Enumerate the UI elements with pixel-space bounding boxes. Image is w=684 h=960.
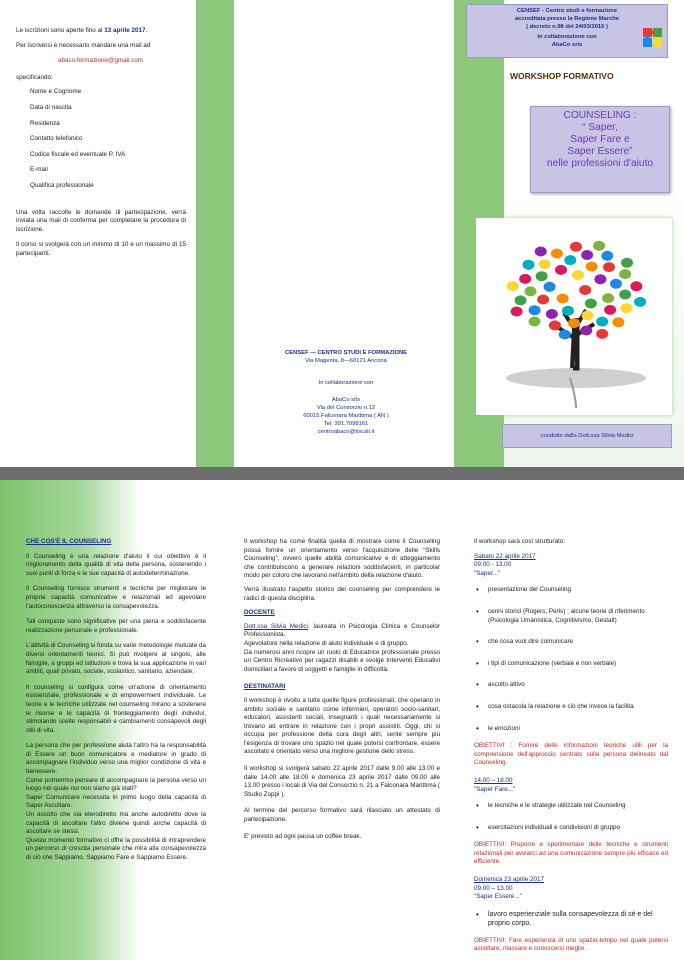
hand-leaf	[523, 260, 535, 270]
hand-leaf	[634, 297, 646, 307]
topic-item: • cenni storici (Rogers, Perls) ; alcune teorie di riferimento (Psicologia Umanistica, Cognitivismo, Gestalt)	[476, 608, 668, 625]
conducted-by-box: condotto dalla Dott.ssa Silvia Medici	[502, 424, 672, 448]
destinatari-heading: DESTINATARI	[244, 683, 286, 691]
hand-leaf	[619, 290, 631, 300]
title-line4: Saper Essere”	[567, 146, 633, 157]
org-contacts	[256, 349, 436, 436]
day1-topics	[474, 586, 668, 733]
partner-mail[interactable]: centroabaco@tiscali.it	[317, 429, 375, 435]
what-is-paragraph: Come potremmo pensare di accompagnare la persona verso un luogo nel quale noi non siamo già stati?	[26, 776, 206, 793]
hand-leaf	[557, 294, 569, 304]
hand-leaf	[519, 274, 531, 284]
hand-leaf	[555, 265, 567, 275]
certificate-text: Al termine del percorso formativo sarà rilasciato un attestato di partecipazione.	[244, 807, 440, 824]
day2-date: Domenica 23 aprile 2017	[474, 876, 545, 884]
what-is-paragraph: Il counseling si configura come un'azione di orientamento esistenziale, professionale e di empowerment individuale. Le teorie e le tecniche utilizzate nel counseling mirano a sostenere le risorse e le capacità di fronteggiamento degli individui, stimolando scelte responsabili e cambiamenti consapevoli degli stili di vita.	[26, 683, 206, 734]
hand-leaf	[594, 274, 606, 284]
hand-leaf	[536, 271, 548, 281]
docente-text	[244, 623, 440, 640]
mail-intro: Per iscriversi è necessario mandare una mail ad	[16, 41, 151, 49]
hand-leaf	[582, 311, 594, 321]
partner-city: 60015 Falconara Marittima ( AN )	[303, 413, 389, 419]
hand-leaf	[596, 317, 608, 327]
org-address: Via Magenta, 8—60121 Ancona	[305, 358, 387, 364]
coffee-break-text: E' previsto ad ogni pausa un coffee break.	[244, 832, 362, 840]
day1-header	[474, 553, 668, 579]
what-is-heading: CHE COS'È IL COUNSELING	[26, 538, 112, 545]
required-field-item: Nome e Cognome	[30, 88, 82, 96]
hand-leaf	[579, 285, 591, 295]
program-intro: Il workshop sarà così strutturato:	[474, 538, 565, 545]
hand-leaf	[585, 299, 597, 309]
column-goals	[244, 538, 440, 846]
required-field-item: Data di nascita	[30, 103, 72, 111]
hand-leaf	[593, 241, 605, 251]
column-what-is-counseling	[26, 538, 206, 863]
hand-leaf	[586, 262, 598, 272]
day2-objectives: OBIETTIVI: Fare esperienza di uno spazio-tempo nel quale potersi ascoltare, rilassare e conoscersi meglio.	[474, 936, 668, 953]
hand-leaf	[570, 242, 582, 252]
hand-leaf	[621, 258, 633, 268]
title-line2: “ Saper,	[582, 122, 618, 133]
specify-label: specificando:	[16, 73, 53, 81]
hand-leaf	[551, 249, 563, 259]
what-is-paragraphs	[26, 553, 206, 863]
schedule-text: Il workshop si svolgerà sabato 22 aprile 2017 dalle 9.00 alle 13.00 e dalle 14.00 alle 18.00 e domenica 23 aprile 2017 dalle 09.00 alle 13.00 presso i locali di Via del Consorzio n. 21 a Falconara Marittima ( Studio Zoppi ).	[244, 765, 440, 798]
partner-name: AbaCo srls	[331, 397, 361, 403]
org-title: CENSEF — CENTRO STUDI E FORMAZIONE	[284, 350, 408, 356]
hand-leaf	[610, 279, 622, 289]
day1b-title: "Saper Fare..."	[474, 785, 516, 793]
page-separator	[0, 467, 684, 480]
title-line3: Saper Fare e	[570, 134, 630, 145]
hand-leaf	[602, 293, 614, 303]
what-is-paragraph: L'attività di Counseling si fonda su varie metodologie mutuate da diversi orientamenti teorici. Si può rivolgere al singolo, alle famiglie, a gruppi ed istituzioni e trova la sua applicazione in vari ambiti, quali privato, sociale, scolastico, sanitario, aziendale.	[26, 642, 206, 676]
header-line4: in collaborazione con	[537, 34, 597, 40]
hand-leaf	[529, 317, 541, 327]
day1-date: Sabato 22 aprile 2017	[474, 552, 536, 560]
docente-line3: Da numerosi anni ricopre un ruolo di Educatrice professionale presso un Centro Ricreativo per ragazzi disabili e svolge Interventi Educativi domiciliari a favore di soggetti e famiglie in difficoltà.	[244, 648, 440, 673]
required-field-item: Qualifica professionale	[30, 181, 94, 189]
day1b-objectives: OBIETTIVI: Proporre e sperimentare delle tecniche e strumenti relazionali per avviarci ad una comunicazione sempre più efficace ed efficiente.	[474, 841, 668, 866]
history-text: Verrà illustrato l'aspetto storico del counseling per comprendere le radici di questa disciplina.	[244, 585, 440, 602]
partner-tel: Tel. 391.7098161	[323, 421, 369, 427]
topic-item: • le emozioni	[476, 725, 668, 734]
day2-topics	[474, 910, 668, 928]
hand-leaf	[559, 330, 571, 340]
day1b-time: 14.00 – 18.00	[474, 776, 513, 784]
hand-leaf	[539, 259, 551, 269]
partner-street: Via del Consorzio n.12	[316, 405, 376, 411]
workshop-label: WORKSHOP FORMATIVO	[510, 71, 614, 81]
docente-qualification: , laureata in Psicologia Clinica e Counselor Professionista.	[244, 622, 440, 639]
docente-name: Dott.ssa Silvia Medici	[244, 622, 308, 630]
day1b-header	[474, 777, 668, 794]
hand-leaf	[620, 303, 632, 313]
hand-leaf	[564, 255, 576, 265]
day1-time: 09.00 - 13.00	[474, 561, 512, 569]
day1-objectives: OBIETTIVI : Fornire delle informazioni teoriche utili per la comprensione dell'approccio centrato sulla persona delineato dal Counseling.	[474, 742, 668, 767]
topic-item: • le tecniche e le strategie utilizzate nel Counseling	[476, 802, 668, 811]
what-is-paragraph: Il Counseling è una relazione d'aiuto il cui obiettivo è il miglioramento della qualità di vita della persona, sostenendo i suoi punti di forza e le sue capacità di autodeterminazione.	[26, 552, 206, 577]
hand-leaf	[507, 281, 519, 291]
participants-text: Il corso si svolgerà con un minimo di 10 e un massimo di 15 partecipanti.	[16, 241, 186, 257]
topic-item: • che cosa vuol dire comunicare	[476, 638, 668, 647]
header-line1: CENSEF - Centro studi e formazione	[516, 8, 618, 14]
what-is-paragraph: La persona che per professione aiuta l'altro ha la responsabilità di Essere un buon comunicatore e mediatore in grado di accompagnare l'individuo verso una miglior condizione di vita e benessere.	[26, 742, 206, 776]
required-fields-list	[30, 88, 186, 190]
tree-hands-image	[476, 218, 672, 415]
hand-leaf	[529, 305, 541, 315]
required-field-item: Residenza	[30, 119, 60, 127]
what-is-paragraph: Il Counseling fornisce strumenti e tecniche per migliorare le proprie capacità comunicative e relazionali ed agevolare l'autoconoscenza attraverso la consapevolezza.	[26, 585, 206, 610]
registration-panel	[16, 27, 186, 259]
confirmation-text: Una volta raccolte le domande di partecipazione, verrà inviata una mail di conferma per completare la procedura di iscrizione.	[16, 208, 186, 233]
day2-time: 09.00 – 13.00	[474, 884, 513, 892]
what-is-paragraph: Un ascolto che sia eterodiretto ma anche autodiretto dove la capacità di ascoltare l'altro diviene quindi anche capacità di ascoltare se stessi.	[26, 811, 206, 836]
hand-leaf	[511, 307, 523, 317]
topic-item: • cosa ostacola la relazione e ciò che invece la facilita	[476, 703, 668, 712]
topic-item: • ascolto attivo	[476, 681, 668, 690]
cover-title-box	[530, 106, 670, 193]
cover-header-box	[466, 4, 668, 58]
hand-leaf	[544, 282, 556, 292]
hand-leaf	[515, 295, 527, 305]
hand-leaf	[549, 320, 561, 330]
registration-email[interactable]: abaco.formazione@gmail.com	[58, 57, 144, 65]
docente-heading: DOCENTE	[244, 609, 275, 617]
title-line5: nelle professioni d'aiuto	[546, 158, 654, 169]
header-line3: ( decreto n.98 del 24/03/2016 )	[526, 24, 608, 30]
hand-leaf	[546, 309, 558, 319]
hand-leaf	[562, 306, 574, 316]
day1-title: "Saper..."	[474, 569, 501, 577]
hand-leaf	[630, 281, 642, 291]
deadline-line: Le iscrizioni sono aperte fino al 13 aprile 2017.	[16, 27, 148, 34]
title-line1: COUNSELING :	[563, 110, 637, 121]
required-field-item: Codice fiscale ed eventuale P. IVA	[30, 150, 126, 158]
what-is-paragraph: Tali conquiste sono significative per una piena e soddisfacente realizzazione personale e professionale.	[26, 618, 206, 634]
topic-item: • presentazione del Counseling	[476, 586, 668, 595]
brochure-outer-page	[0, 0, 684, 467]
topic-item: • i tipi di comunicazione (verbale e non verbale)	[476, 660, 668, 669]
required-field-item: E-mail	[30, 166, 48, 174]
hand-leaf	[535, 247, 547, 257]
hand-leaf	[604, 305, 616, 315]
what-is-paragraph: Saper Comunicare necessita in primo luogo della capacità di Saper Ascoltare.	[26, 793, 206, 810]
hand-leaf	[603, 262, 615, 272]
hand-leaf	[596, 329, 608, 339]
hand-leaf	[580, 326, 592, 336]
hand-leaf	[537, 295, 549, 305]
day1b-topics	[474, 802, 668, 832]
brochure-inner-page	[0, 480, 684, 960]
hand-leaf	[581, 250, 593, 260]
goals-intro: Il workshop ha come finalità quella di mostrare come il Counseling possa fornire un orientamento verso l'acquisizione delle “Skills Counseling”, ovvero quelle abilità comunicative e di atteggiamento che contribuiscono a generare relazioni soddisfacenti, in particolar modo per coloro che lavorano nell'ambito della relazione d'aiuto.	[244, 538, 440, 580]
hand-leaf	[619, 269, 631, 279]
required-field-item: Contatto telefonico	[30, 135, 83, 143]
hand-leaf	[568, 318, 580, 328]
green-stripe-left	[196, 0, 234, 467]
hand-leaf	[612, 317, 624, 327]
day2-header	[474, 876, 668, 902]
what-is-paragraph: Questo momento formativo ci offre la possibilità di intraprendere un percorso di crescita personale che mira alla consapevolezza di ciò che Sappiamo, Sappiamo Fare e Sappiamo Essere.	[26, 836, 206, 861]
tree-of-hands-icon	[476, 218, 672, 415]
topic-item: • lavoro esperienziale sulla consapevolezza di sé e del proprio corpo.	[476, 910, 668, 928]
day2-title: "Saper Essere..."	[474, 893, 522, 901]
column-program	[474, 538, 668, 954]
topic-item: • esercitazioni individuali e condivisioni di gruppo	[476, 824, 668, 833]
collab-label: In collaborazione con	[318, 380, 374, 386]
docente-line2: Agevolatore nella relazione di aiuto individuale e di gruppo.	[244, 639, 409, 647]
hand-leaf	[525, 286, 537, 296]
destinatari-text: Il workshop è rivolto a tutte quelle figure professionali, che operano in ambito sociale e sanitario come infermieri, operatori socio-sanitari, educatori, assistenti sociali, insegnanti i quali necessariamente si trovano ad entrare in relazione con i propri assistiti. Oggi, chi si occupa per professione della cura degli altri, sente sempre più l'esigenza di trovare uno spazio nel quale potersi confrontare, essere ascoltato e orientato verso una migliore gestione dello stress.	[244, 696, 440, 756]
header-line5: AbaCo srls	[551, 42, 583, 48]
hand-leaf	[601, 251, 613, 261]
header-line2: accreditata presso la Regione Marche	[514, 16, 620, 22]
hand-leaf	[572, 270, 584, 280]
puzzle-logo-icon	[642, 27, 664, 49]
